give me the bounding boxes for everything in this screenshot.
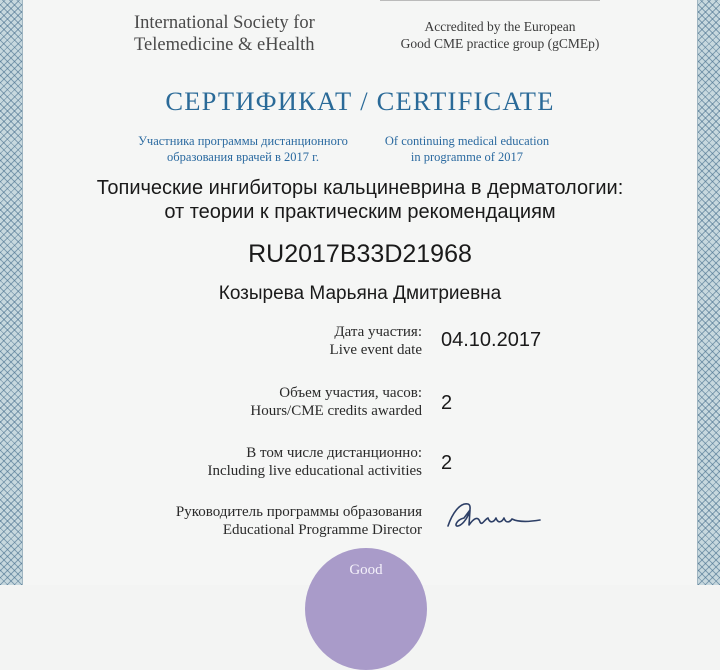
program-title	[0, 176, 720, 224]
date-label-ru: Дата участия:	[334, 324, 422, 340]
date-value: 04.10.2017	[441, 329, 542, 351]
distance-label	[207, 444, 422, 480]
seal-text: Good	[349, 562, 383, 578]
accreditation-line2: Good CME practice group (gCMEp)	[400, 36, 600, 51]
header-rule	[380, 0, 600, 1]
subtitle-english	[372, 133, 562, 165]
hours-value: 2	[441, 392, 453, 414]
date-label	[330, 323, 422, 359]
subtitle-russian-line1: Участника программы дистанционного	[138, 134, 348, 148]
distance-label-en: Including live educational activities	[207, 463, 422, 479]
subtitle-english-line2: in programme of 2017	[410, 150, 524, 164]
accreditation-note	[390, 18, 610, 52]
subtitle-russian	[130, 133, 356, 165]
subtitle-english-line1: Of continuing medical education	[384, 134, 550, 148]
distance-label-ru: В том числе дистанционно:	[246, 445, 422, 461]
program-title-line2: от теории к практическим рекомендациям	[164, 201, 556, 223]
subtitle-russian-line2: образования врачей в 2017 г.	[167, 150, 319, 164]
society-name-line2: Telemedicine & eHealth	[134, 35, 315, 55]
director-label-ru: Руководитель программы образования	[175, 504, 422, 520]
director-signature	[444, 496, 550, 534]
society-name	[134, 12, 315, 56]
distance-value: 2	[441, 452, 453, 474]
director-label-en: Educational Programme Director	[222, 522, 422, 538]
certificate-code: RU2017B33D21968	[248, 240, 472, 268]
hours-label-en: Hours/CME credits awarded	[250, 403, 422, 419]
good-cme-seal	[305, 548, 427, 670]
director-label	[176, 503, 422, 539]
society-name-line1: International Society for	[134, 13, 315, 33]
date-label-en: Live event date	[329, 342, 422, 358]
certificate-title: СЕРТИФИКАТ / CERTIFICATE	[165, 86, 555, 116]
accreditation-line1: Accredited by the European	[424, 19, 576, 34]
program-title-line1: Топические ингибиторы кальциневрина в дерматологии:	[96, 177, 624, 199]
participant-name: Козырева Марьяна Дмитриевна	[218, 283, 502, 304]
hours-label-ru: Объем участия, часов:	[279, 385, 422, 401]
hours-label	[250, 384, 422, 420]
